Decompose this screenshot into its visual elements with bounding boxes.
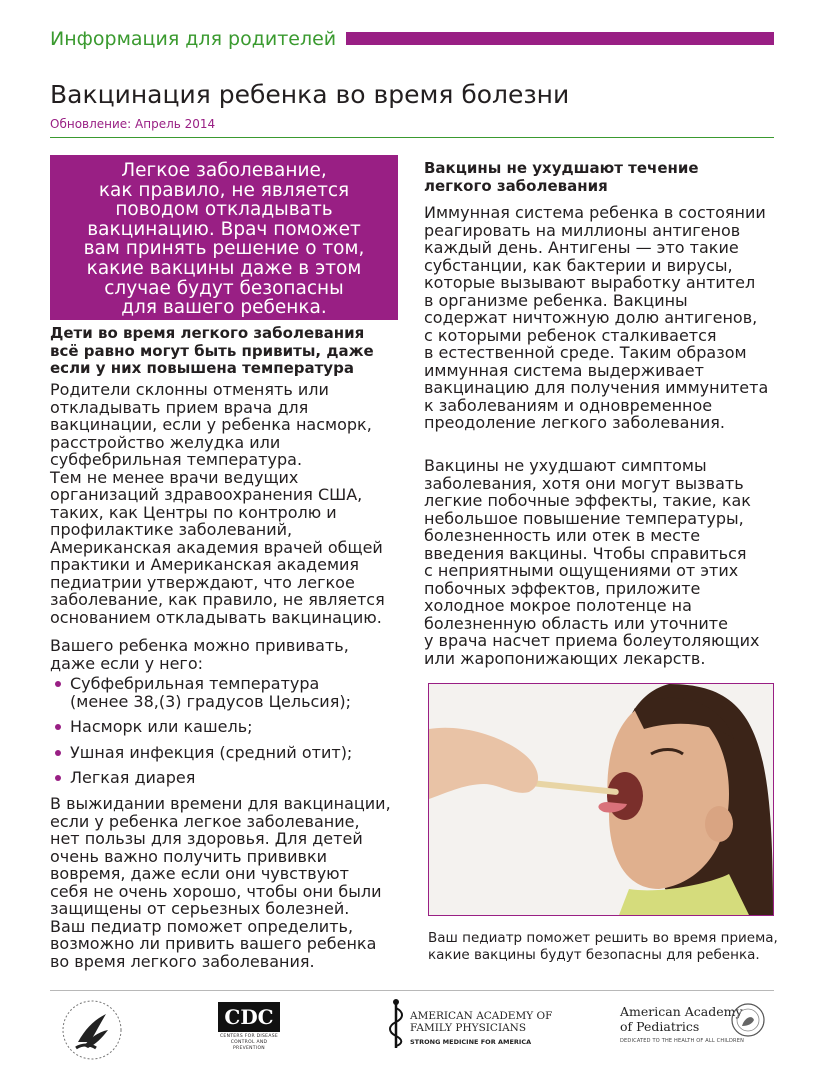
text-line: практики и Американская академия	[50, 555, 360, 574]
aafp-name-line: AMERICAN ACADEMY OF	[410, 1010, 553, 1022]
aap-name-line: American Academy	[620, 1004, 743, 1019]
text-line: с которыми ребенок сталкивается	[424, 325, 717, 345]
text-line: Вашего ребенка можно прививать,	[50, 636, 349, 655]
child-photo	[428, 683, 774, 916]
text-line: откладывать прием врача для	[50, 397, 309, 417]
callout-line: для вашего ребенка.	[121, 297, 327, 319]
callout-box	[50, 155, 398, 320]
bullet-list	[50, 675, 400, 795]
caption-line: Ваш педиатр поможет решить во время приема,	[428, 930, 778, 946]
left-paragraph-2	[50, 637, 400, 672]
text-line: каждый день. Антигены — это такие	[424, 238, 739, 257]
text-line: Родители склонны отменять или	[50, 380, 329, 399]
left-paragraph-3	[50, 795, 400, 970]
heading-line: Вакцины не ухудшают течение	[424, 159, 699, 177]
cdc-subtitle: CONTROL AND PREVENTION	[230, 1040, 268, 1051]
text-line: преодоление легкого заболевания.	[424, 413, 726, 432]
bullet-icon	[55, 724, 61, 730]
text-line: к заболеваниям и одновременное	[424, 395, 713, 415]
aap-name-line: of Pediatrics	[620, 1019, 700, 1034]
left-paragraph-1	[50, 381, 400, 626]
bullet-text: (менее 38,(3) градусов Цельсия);	[70, 691, 351, 711]
text-line: Ваш педиатр поможет определить,	[50, 916, 354, 936]
text-line: легкие побочные эффекты, такие, как	[424, 491, 751, 510]
child-tongue-depressor-illustration	[429, 684, 773, 915]
heading-line: если у них повышена температура	[50, 359, 354, 377]
text-line: субфебрильная температура.	[50, 450, 303, 469]
right-section-heading	[424, 160, 776, 195]
text-line: Иммунная система ребенка в состоянии	[424, 203, 766, 222]
text-line: Американская академия врачей общей	[50, 537, 383, 557]
text-line: организаций здравоохранения США,	[50, 485, 363, 504]
text-line: профилактике заболеваний,	[50, 520, 293, 539]
text-line: субстанции, как бактерии и вирусы,	[424, 255, 733, 275]
text-line: нет пользы для здоровья. Для детей	[50, 829, 363, 848]
hhs-logo	[60, 998, 124, 1062]
text-line: себя не очень хорошо, чтобы они были	[50, 881, 382, 901]
aafp-tagline: STRONG MEDICINE FOR AMERICA	[410, 1038, 532, 1046]
text-line: В выжидании времени для вакцинации,	[50, 794, 391, 813]
text-line: заболевание, как правило, не является	[50, 590, 385, 609]
text-line: Вакцины не ухудшают симптомы	[424, 456, 707, 475]
caduceus-icon	[388, 998, 404, 1050]
text-line: заболевания, хотя они могут вызвать	[424, 473, 744, 493]
heading-line: Дети во время легкого заболевания	[50, 324, 365, 342]
text-line: защищены от серьезных болезней.	[50, 899, 350, 918]
caption-line: какие вакцины будут безопасны для ребенка.	[428, 947, 760, 963]
heading-line: легкого заболевания	[424, 176, 608, 195]
callout-line: Легкое заболевание,	[121, 160, 327, 181]
cdc-logo	[218, 1002, 280, 1052]
callout-line: как правило, не является	[98, 179, 350, 201]
bullet-icon	[55, 775, 61, 781]
text-line: если у ребенка легкое заболевание,	[50, 811, 360, 831]
text-line: болезненность или отек в месте	[424, 526, 701, 545]
text-line: у врача насчет приема болеутоляющих	[424, 631, 760, 650]
text-line: иммунная система выдерживает	[424, 360, 704, 380]
text-line: с неприятными ощущениями от этих	[424, 561, 739, 580]
text-line: в организме ребенка. Вакцины	[424, 290, 688, 310]
list-item	[50, 718, 400, 736]
text-line: вовремя, даже если они чувствуют	[50, 864, 349, 883]
updated-date: Обновление: Апрель 2014	[50, 117, 216, 131]
callout-line: вам принять решение о том,	[83, 238, 365, 260]
bullet-icon	[55, 750, 61, 756]
page-title: Вакцинация ребенка во время болезни	[50, 80, 570, 109]
aap-tagline: DEDICATED TO THE HEALTH OF ALL CHILDREN	[620, 1038, 745, 1044]
list-item	[50, 744, 400, 762]
text-line: во время легкого заболевания.	[50, 951, 315, 971]
text-line: побочных эффектов, приложите	[424, 578, 701, 598]
text-line: вакцинацию для получения иммунитета	[424, 378, 769, 397]
callout-line: поводом откладывать	[115, 199, 333, 221]
text-line: таких, как Центры по контролю и	[50, 502, 337, 522]
callout-line: случае будут безопасны	[104, 277, 344, 299]
text-line: введения вакцины. Чтобы справиться	[424, 543, 747, 563]
text-line: небольшое повышение температуры,	[424, 508, 744, 528]
text-line: даже если у него:	[50, 653, 204, 673]
bullet-icon	[55, 681, 61, 687]
bullet-text: Насморк или кашель;	[70, 717, 253, 736]
text-line: расстройство желудка или	[50, 432, 281, 452]
header-divider	[50, 137, 774, 138]
text-line: вакцинации, если у ребенка насморк,	[50, 415, 372, 434]
aafp-name-line: FAMILY PHYSICIANS	[410, 1022, 527, 1034]
bullet-text: Легкая диарея	[70, 768, 196, 787]
text-line: холодное мокрое полотенце на	[424, 596, 692, 615]
right-paragraph-2	[424, 457, 776, 667]
text-line: болезненную область или уточните	[424, 613, 728, 633]
cdc-wordmark: CDC	[218, 1002, 280, 1032]
callout-line: вакцинацию. Врач поможет	[87, 218, 361, 240]
callout-line: какие вакцины даже в этом	[86, 257, 362, 279]
text-line: возможно ли привить вашего ребенка	[50, 934, 377, 953]
header-label: Информация для родителей	[50, 28, 337, 50]
left-section-heading	[50, 325, 400, 378]
text-line: которые вызывают выработку антител	[424, 273, 756, 292]
header-accent-bar	[346, 32, 774, 45]
photo-caption	[428, 930, 788, 964]
bullet-text: Ушная инфекция (средний отит);	[70, 742, 353, 762]
list-item	[50, 769, 400, 787]
text-line: Тем не менее врачи ведущих	[50, 467, 299, 487]
bullet-text: Субфебрильная температура	[70, 674, 320, 693]
aap-seal-icon	[730, 1002, 766, 1038]
cdc-subtitle: CENTERS FOR DISEASE	[219, 1034, 278, 1039]
hhs-eagle-icon	[60, 998, 124, 1062]
text-line: реагировать на миллионы антигенов	[424, 220, 741, 240]
text-line: основанием откладывать вакцинацию.	[50, 607, 382, 627]
text-line: или жаропонижающих лекарств.	[424, 648, 706, 668]
text-line: педиатрии утверждают, что легкое	[50, 572, 355, 592]
heading-line: всё равно могут быть привиты, даже	[50, 341, 374, 360]
text-line: в естественной среде. Таким образом	[424, 343, 747, 362]
right-paragraph-1	[424, 204, 776, 432]
text-line: содержат ничтожную долю антигенов,	[424, 308, 758, 327]
footer-divider	[50, 990, 774, 991]
list-item	[50, 675, 400, 710]
text-line: очень важно получить прививки	[50, 846, 328, 866]
